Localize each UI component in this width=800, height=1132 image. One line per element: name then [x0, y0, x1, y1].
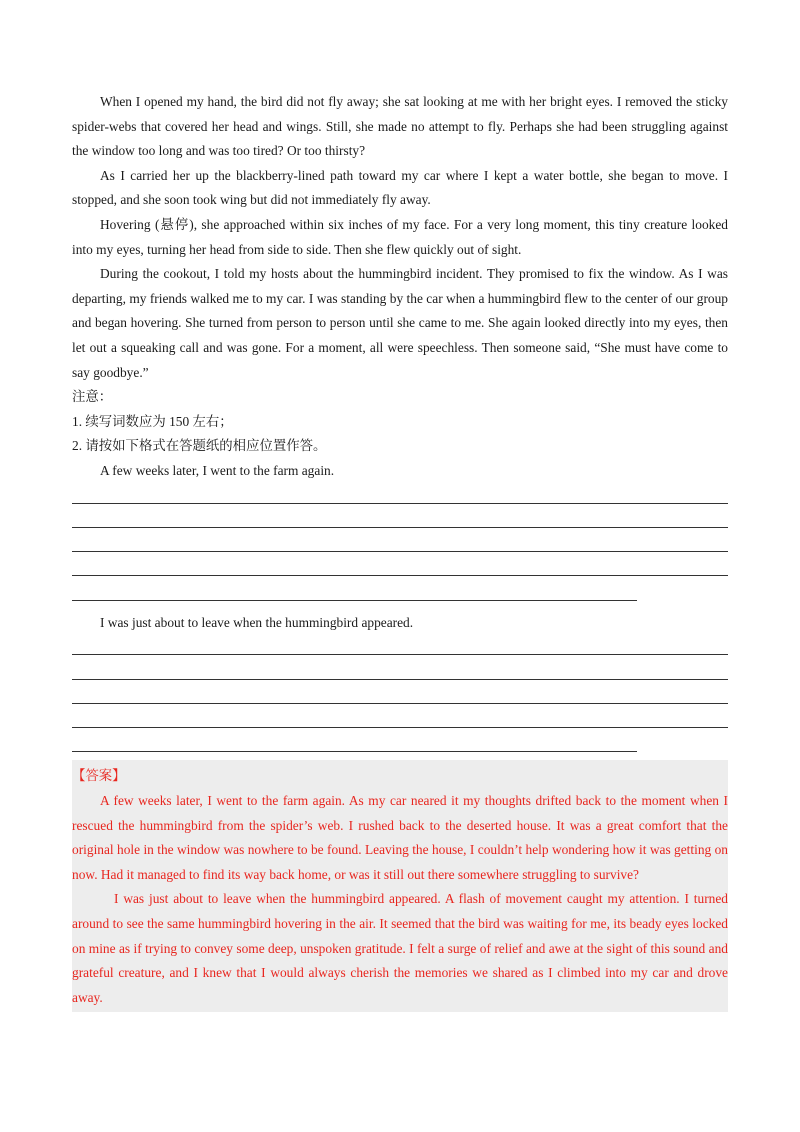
story-paragraph-2: As I carried her up the blackberry-lined path toward my car where I kept a water bottle, she began to move. I stopped, and she soon took wing but did not immediately fly away. [72, 167, 728, 208]
writing-line[interactable] [72, 484, 728, 504]
answer-lines-2[interactable] [72, 635, 728, 752]
answer-paragraph-2: I was just about to leave when the hummingbird appeared. A flash of movement caught my attention. I turned around to see the same hummingbird hovering in the air. It seemed that the bird was waiting for me, its beady eyes locked on mine as if trying to convey some deep, unspoken gratitude. I felt a surge of relief and awe at the sight of this sound and grateful creature, and I knew that I would always cherish the memories we shared as I climbed into my car and drove away. [72, 891, 728, 1005]
writing-line[interactable] [72, 576, 637, 600]
writing-line[interactable] [72, 504, 728, 528]
continuation-prompt-1: A few weeks later, I went to the farm again. [100, 462, 335, 478]
note-item-2: 2. 请按如下格式在答题纸的相应位置作答。 [72, 438, 327, 454]
story-paragraph-1: When I opened my hand, the bird did not fly away; she sat looking at me with her bright eyes. I removed the sticky spider-webs that covered her head and wings. Still, she made no attempt to fly. Perhaps she had been struggling against the window too long and was too tired? Or too thirsty? [72, 94, 728, 159]
answer-paragraph-1: A few weeks later, I went to the farm again. As my car neared it my thoughts drifted back to the moment when I rescued the hummingbird from the spider’s web. I rushed back to the deserted house. It was a great comfort that the original hole in the window was nowhere to be found. Leaving the house, I couldn’t help wondering how it was getting on now. Had it managed to find its way back home, or was it still out there somewhere struggling to survive? [72, 793, 728, 882]
answer-label: 【答案】 [72, 768, 126, 784]
story-paragraph-3: Hovering (悬停), she approached within six inches of my face. For a very long moment, this tiny creature looked into my eyes, turning her head from side to side. Then she flew quickly out of sight. [72, 216, 728, 257]
writing-line[interactable] [72, 728, 637, 752]
writing-line[interactable] [72, 635, 728, 655]
answer-lines-1[interactable] [72, 484, 728, 601]
document-page [72, 90, 728, 1012]
writing-line[interactable] [72, 552, 728, 576]
writing-line[interactable] [72, 655, 728, 679]
notes-section [72, 385, 728, 459]
story-section [72, 90, 728, 385]
notes-heading: 注意： [72, 389, 113, 405]
writing-line[interactable] [72, 704, 728, 728]
continuation-prompt-2: I was just about to leave when the hummingbird appeared. [100, 614, 414, 630]
writing-line[interactable] [72, 528, 728, 552]
story-paragraph-4: During the cookout, I told my hosts about the hummingbird incident. They promised to fix the window. As I was departing, my friends walked me to my car. I was standing by the car when a hummingbird flew to the center of our group and began hovering. She turned from person to person until she came to me. She again looked directly into my eyes, then let out a squeaking call and was gone. For a moment, all were speechless. Then someone said, “She must have come to say goodbye.” [72, 266, 728, 380]
writing-line[interactable] [72, 680, 728, 704]
note-item-1: 1. 续写词数应为 150 左右； [72, 413, 233, 429]
answer-section [72, 760, 728, 1012]
